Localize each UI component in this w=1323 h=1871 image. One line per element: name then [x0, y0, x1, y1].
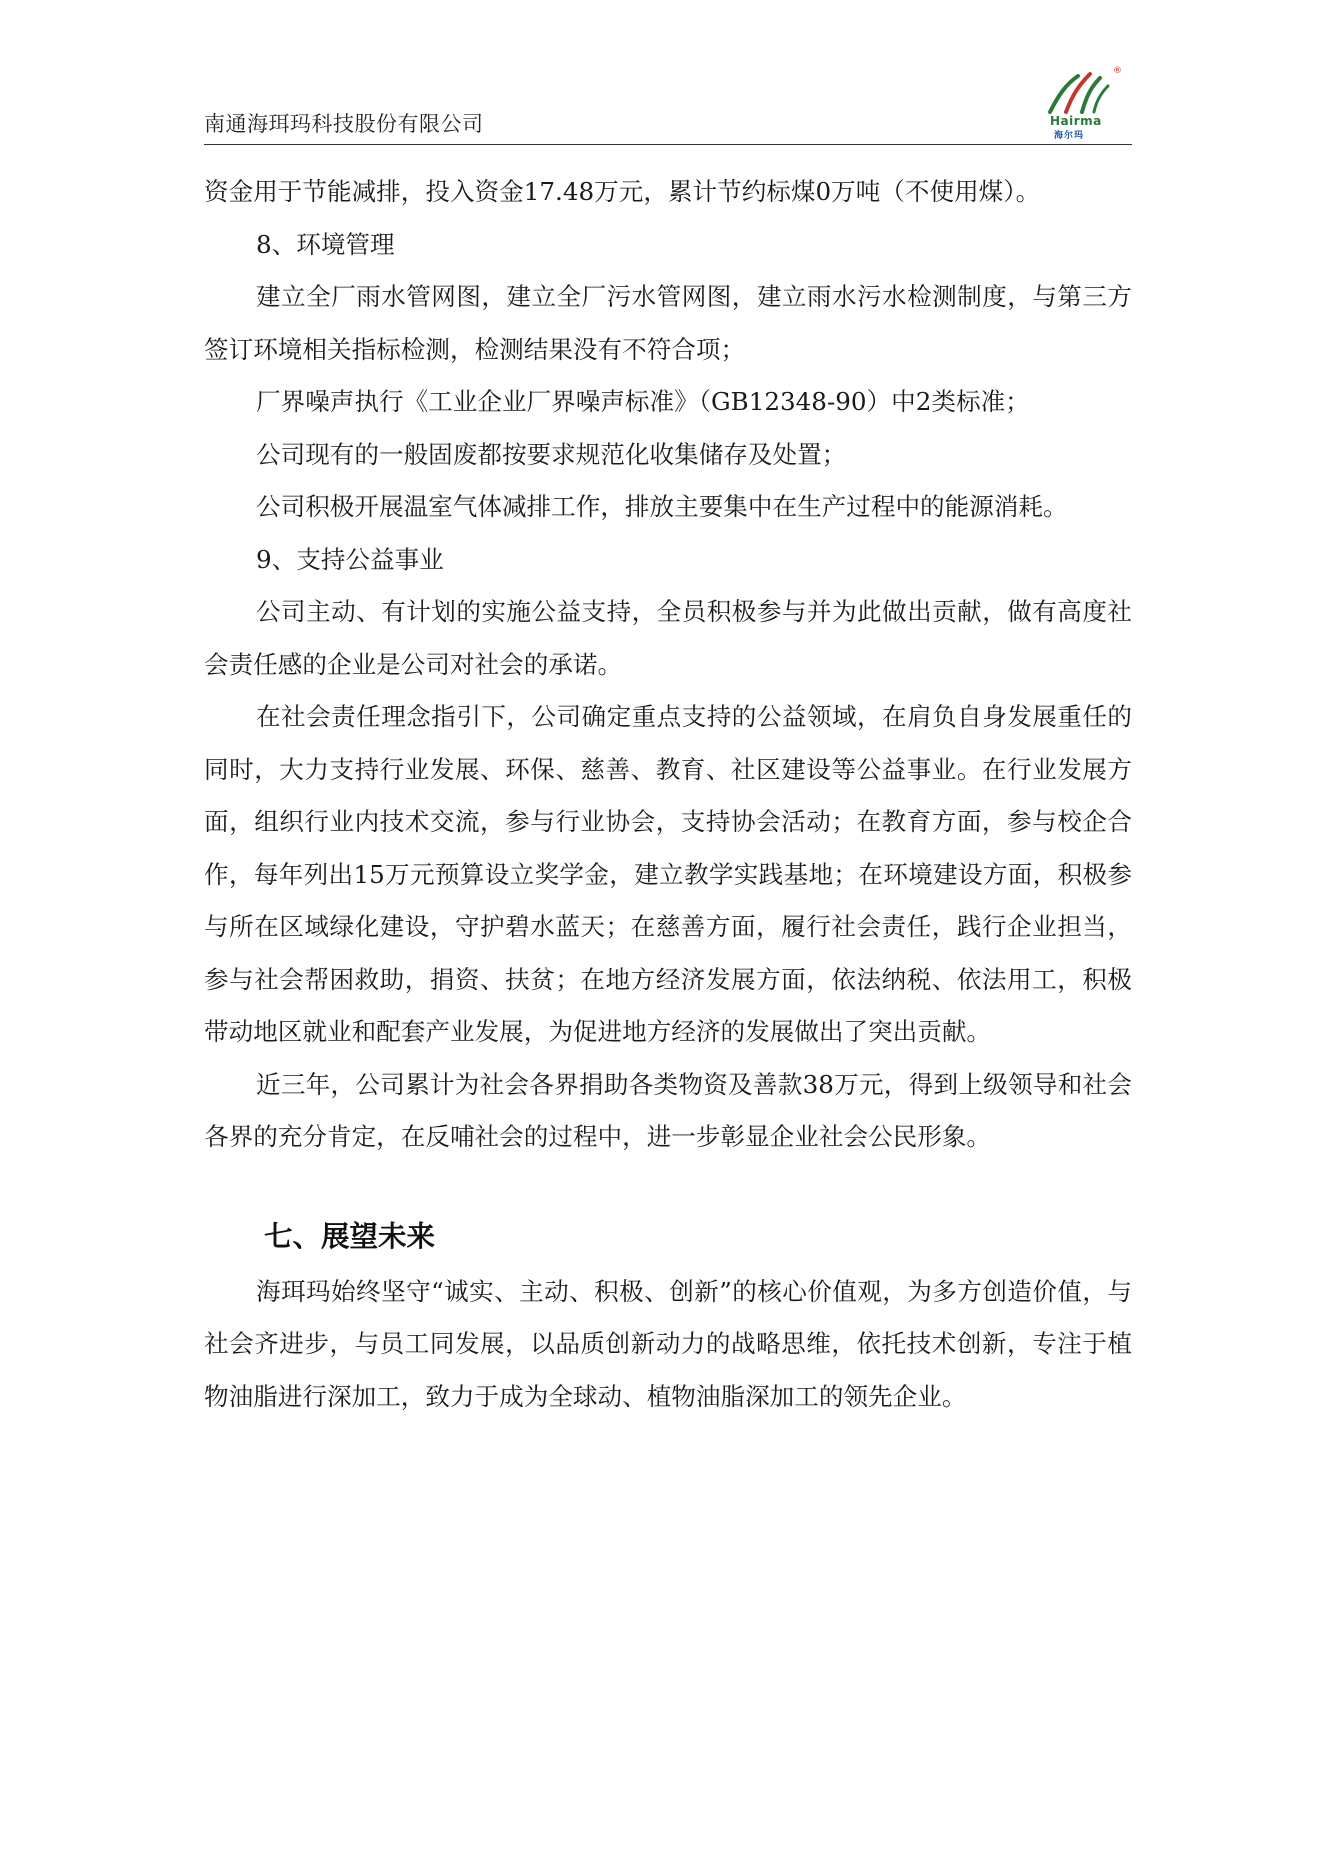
paragraph-core-values: 海珥玛始终坚守“诚实、主动、积极、创新”的核心价值观，为多方创造价值，与社会齐进步，与员工同发展，以品质创新动力的战略思维，依托技术创新，专注于植物油脂进行深加工，致力于成为全球动、植物油脂深加工的领先企业。 — [204, 1276, 1132, 1411]
paragraph-greenhouse-gas: 公司积极开展温室气体减排工作，排放主要集中在生产过程中的能源消耗。 — [256, 492, 1068, 521]
paragraph-solid-waste: 公司现有的一般固废都按要求规范化收集储存及处置； — [256, 439, 847, 469]
company-name: 南通海珥玛科技股份有限公司 — [204, 112, 484, 136]
section-environment-management: 8、环境管理 — [256, 229, 395, 259]
paragraph-energy-funds: 资金用于节能减排，投入资金17.48万元，累计节约标煤0万吨（不使用煤）。 — [204, 177, 1041, 206]
page-header — [204, 66, 1132, 145]
logo-text-cn: 海尔玛 — [1054, 131, 1085, 141]
paragraph-pipe-network: 建立全厂雨水管网图，建立全厂污水管网图，建立雨水污水检测制度，与第三方签订环境相关指标检测，检测结果没有不符合项； — [204, 282, 1132, 364]
registered-mark: ® — [1113, 66, 1122, 76]
paragraph-donations: 近三年，公司累计为社会各界捐助各类物资及善款38万元，得到上级领导和社会各界的充分肯定，在反哺社会的过程中，进一步彰显企业社会公民形象。 — [204, 1069, 1132, 1151]
paragraph-welfare-commitment: 公司主动、有计划的实施公益支持，全员积极参与并为此做出贡献，做有高度社会责任感的企业是公司对社会的承诺。 — [204, 597, 1132, 679]
section-public-welfare: 9、支持公益事业 — [256, 544, 444, 574]
logo-leaf-icon — [1044, 66, 1114, 116]
company-logo — [1044, 66, 1122, 142]
logo-text-en: Hairma — [1050, 114, 1102, 128]
paragraph-social-responsibility: 在社会责任理念指引下，公司确定重点支持的公益领域，在肩负自身发展重任的同时，大力支持行业发展、环保、慈善、教育、社区建设等公益事业。在行业发展方面，组织行业内技术交流，参与行业协会，支持协会活动；在教育方面，参与校企合作，每年列出15万元预算设立奖学金，建立教学实践基地；在环境建设方面，积极参与所在区域绿化建设，守护碧水蓝天；在慈善方面，履行社会责任，践行企业担当，参与社会帮困救助，捐资、扶贫；在地方经济发展方面，依法纳税、依法用工，积极带动地区就业和配套产业发展，为促进地方经济的发展做出了突出贡献。 — [204, 702, 1132, 1046]
document-body — [204, 166, 1132, 1423]
section-heading-outlook: 七、展望未来 — [264, 1219, 436, 1253]
paragraph-noise-standard: 厂界噪声执行《工业企业厂界噪声标准》（GB12348-90）中2类标准； — [256, 387, 1030, 416]
